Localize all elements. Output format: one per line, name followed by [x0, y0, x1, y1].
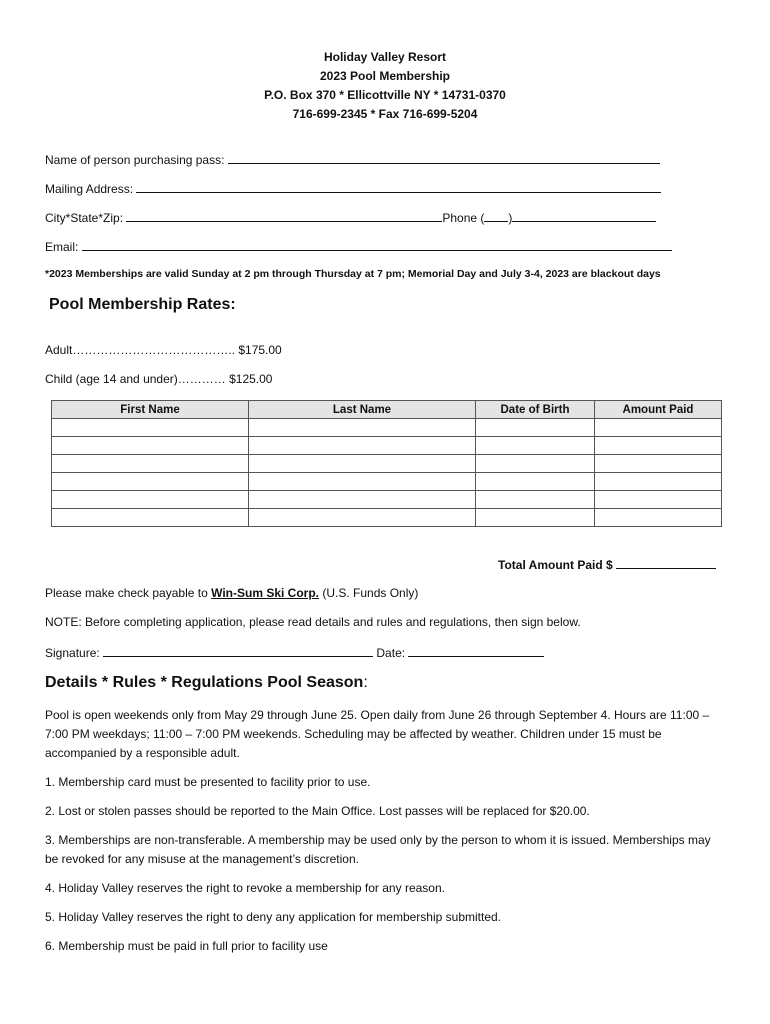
last-name-cell[interactable] [249, 455, 476, 473]
table-row [52, 437, 722, 455]
signature-row [45, 645, 544, 660]
membership-table [51, 400, 722, 527]
dob-cell[interactable] [476, 419, 595, 437]
mailing-label: Mailing Address: [45, 182, 134, 196]
phone-close: ) [508, 211, 513, 225]
column-date-of-birth: Date of Birth [476, 401, 595, 419]
last-name-cell[interactable] [249, 437, 476, 455]
table-row [52, 509, 722, 527]
dob-cell[interactable] [476, 473, 595, 491]
check-payable-row [45, 586, 418, 600]
phone-fax: 716-699-2345 * Fax 716-699-5204 [292, 107, 478, 121]
first-name-cell[interactable] [52, 437, 249, 455]
rule-item: 6. Membership must be paid in full prior to facility use [45, 939, 328, 953]
email-row [45, 239, 672, 254]
last-name-cell[interactable] [249, 473, 476, 491]
letterhead [0, 48, 770, 124]
date-field[interactable] [408, 645, 544, 657]
season-intro: Pool is open weekends only from May 29 through June 25. Open daily from June 26 through September 4. Hours are 11:00 – 7:00 PM weekdays; 11:00 – 7:00 PM weekends. Scheduling may be affected by weather. Children under 15 must be accompanied by a responsible adult. [45, 708, 710, 760]
first-name-cell[interactable] [52, 509, 249, 527]
check-prefix: Please make check payable to [45, 586, 212, 600]
last-name-cell[interactable] [249, 491, 476, 509]
child-rate: Child (age 14 and under)………… $125.00 [45, 372, 273, 386]
signing-note: NOTE: Before completing application, please read details and rules and regulations, then sign below. [45, 615, 581, 629]
total-row [498, 557, 716, 572]
mailing-field[interactable] [136, 181, 661, 193]
column-first-name: First Name [52, 401, 249, 419]
rule-item: 3. Memberships are non-transferable. A membership may be used only by the person to whom it is issued. Memberships may be revoked for any misuse at the management’s discretion. [45, 833, 711, 866]
purchaser-row [45, 152, 660, 167]
validity-note: *2023 Memberships are valid Sunday at 2 pm through Thursday at 7 pm; Memorial Day and July 3-4, 2023 are blackout days [45, 268, 661, 280]
amount-cell[interactable] [595, 473, 722, 491]
first-name-cell[interactable] [52, 419, 249, 437]
email-field[interactable] [82, 239, 672, 251]
mailing-row [45, 181, 661, 196]
area-code-field[interactable] [484, 210, 508, 222]
first-name-cell[interactable] [52, 455, 249, 473]
details-title-text: Details * Rules * Regulations Pool Season [45, 674, 364, 691]
first-name-cell[interactable] [52, 473, 249, 491]
last-name-cell[interactable] [249, 419, 476, 437]
column-amount-paid: Amount Paid [595, 401, 722, 419]
purchaser-field[interactable] [228, 152, 660, 164]
table-header-row [52, 401, 722, 419]
mailing-address: P.O. Box 370 * Ellicottville NY * 14731-0370 [264, 88, 506, 102]
rule-item: 1. Membership card must be presented to facility prior to use. [45, 775, 371, 789]
phone-field[interactable] [512, 210, 656, 222]
form-title: 2023 Pool Membership [319, 69, 451, 83]
dob-cell[interactable] [476, 437, 595, 455]
signature-field[interactable] [103, 645, 373, 657]
table-row [52, 491, 722, 509]
adult-rate: Adult………………………………….. $175.00 [45, 343, 282, 357]
date-label: Date: [376, 646, 406, 660]
city-field[interactable] [126, 210, 442, 222]
table-row [52, 419, 722, 437]
column-last-name: Last Name [249, 401, 476, 419]
resort-name: Holiday Valley Resort [323, 50, 447, 64]
check-suffix: (U.S. Funds Only) [319, 586, 419, 600]
amount-cell[interactable] [595, 437, 722, 455]
amount-cell[interactable] [595, 491, 722, 509]
rule-item: 4. Holiday Valley reserves the right to revoke a membership for any reason. [45, 881, 445, 895]
table-row [52, 473, 722, 491]
purchaser-label: Name of person purchasing pass: [45, 153, 225, 167]
city-phone-row [45, 210, 656, 225]
first-name-cell[interactable] [52, 491, 249, 509]
table-row [52, 455, 722, 473]
amount-cell[interactable] [595, 509, 722, 527]
total-label: Total Amount Paid $ [498, 558, 613, 572]
amount-cell[interactable] [595, 419, 722, 437]
details-title-colon: : [363, 674, 368, 691]
email-label: Email: [45, 240, 79, 254]
phone-label: Phone ( [442, 211, 485, 225]
last-name-cell[interactable] [249, 509, 476, 527]
total-field[interactable] [616, 557, 716, 569]
dob-cell[interactable] [476, 509, 595, 527]
city-label: City*State*Zip: [45, 211, 124, 225]
rule-item: 5. Holiday Valley reserves the right to deny any application for membership submitted. [45, 910, 502, 924]
rates-title: Pool Membership Rates: [49, 296, 236, 313]
amount-cell[interactable] [595, 455, 722, 473]
payee-name: Win-Sum Ski Corp. [211, 586, 320, 600]
dob-cell[interactable] [476, 491, 595, 509]
details-title [45, 674, 368, 692]
signature-label: Signature: [45, 646, 100, 660]
dob-cell[interactable] [476, 455, 595, 473]
rule-item: 2. Lost or stolen passes should be reported to the Main Office. Lost passes will be replaced for $20.00. [45, 804, 590, 818]
